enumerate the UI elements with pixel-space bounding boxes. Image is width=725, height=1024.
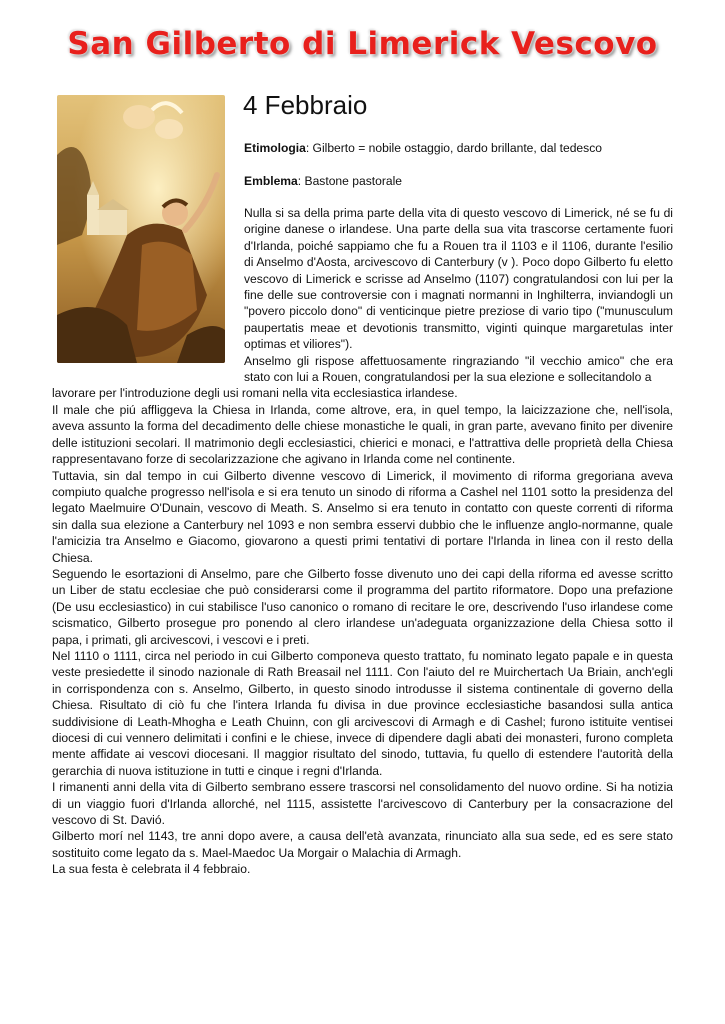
emblem-label: Emblema <box>244 174 298 188</box>
paragraph: lavorare per l'introduzione degli usi romani nella vita ecclesiastica irlandese. <box>52 386 458 401</box>
paragraph: Nulla si sa della prima parte della vita di questo vescovo di Limerick, né se fu di origine danese o irlandese. Una parte della sua vita trascorse certamente fuori d'Irlanda, poiché sappiamo che fu a Rouen tra il 1103 e il 1106, durante l'esilio di Anselmo d'Aosta, arcivescovo di Canterbury (v ). Poco dopo Gilberto fu eletto vescovo di Limerick e scrisse ad Anselmo (1107) congratulandosi con lui per la fine delle sue controversie con i magnati normanni in Inghilterra, inviandogli un "povero piccolo dono" di venticinque pietre preziose di vario tipo ("munusculum paupertatis meae et devotionis transmitto, viginti quinque margaretulas inter optimas et viliores"). <box>244 206 673 352</box>
paragraph: Il male che piú affliggeva la Chiesa in Irlanda, come altrove, era, in quel tempo, la laicizzazione che, nell'isola, aveva assunto la forma del decadimento delle chiese monastiche le quali, in gran parte, avevano finito per divenire delle istituzioni secolari. Il matrimonio degli ecclesiastici, chierici e monaci, e l'attrattiva delle proprietà della Chiesa rappresentavano forze di secolarizzazione che agivano in Irlanda come nel continente. <box>52 402 673 467</box>
emblem-line <box>244 173 402 189</box>
page-title: San Gilberto di Limerick Vescovo <box>67 26 658 62</box>
paragraph: Gilberto morí nel 1143, tre anni dopo avere, a causa dell'età avanzata, rinunciato alla sua sede, ed es sere stato sostituito come legato da s. Mael-Maedoc Ua Morgair o Malachia di Armagh. <box>52 829 673 860</box>
biography-text <box>52 205 673 878</box>
paragraph: Anselmo gli rispose affettuosamente ringraziando "il vecchio amico" che era stato con lui a Rouen, congratulandosi per la sua elezione e sollecitandolo a <box>244 353 673 385</box>
paragraph: Nel 1110 o 1111, circa nel periodo in cui Gilberto componeva questo trattato, fu nominato legato papale e in questa veste presiedette il sinodo nazionale di Rath Breasail nel 1111. Con l'aiuto del re Muirchertach Ua Briain, anch'egli in corrispondenza con s. Anselmo, Gilberto, in questo sinodo introdusse il sistema continentale di governo della Chiesa. Risultato di ciò fu che l'intera Irlanda fu divisa in due province ecclesiastiche basandosi sulla antica suddivisione di Leath-Mhogha e Leath Chuinn, con gli arcivescovi di Armagh e di Cashel; furono istituite ventisei diocesi di cui vennero delimitati i confini e le chiese, invece di dipendere dagli abati dei monasteri, furono completa mente affidate ai vescovi diocesani. Il maggior risultato del sinodo, tuttavia, fu quello di estendere l'autorità della gerarchia di nuova istituzione in tutti e cinque i regni d'Irlanda. <box>52 648 673 778</box>
paragraph: Seguendo le esortazioni di Anselmo, pare che Gilberto fosse divenuto uno dei capi della riforma ed avesse scritto un Liber de statu ecclesiae che può considerarsi come il programma del partito riformatore. Dopo una prefazione (De usu ecclesiastico) in cui stabilisce l'uso canonico o romano di recitare le ore, descrivendo l'uso irlandese come scismatico, Gilberto prosegue pro ponendo al clero irlandese un'adeguata organizzazione della Chiesa sotto il papa, i primati, gli arcivescovi, i vescovi e i preti. <box>52 566 673 647</box>
paragraph: I rimanenti anni della vita di Gilberto sembrano essere trascorsi nel consolidamento del nuovo ordine. Si ha notizia di un viaggio fuori d'Irlanda allorché, nel 1115, assistette l'arcivescovo di Canterbury per la consacrazione del vescovo di St. Davió. <box>52 780 673 828</box>
paragraph: Tuttavia, sin dal tempo in cui Gilberto divenne vescovo di Limerick, il movimento di riforma gregoriana aveva compiuto qualche progresso nell'isola e si era tenuto un sinodo di riforma a Cashel nel 1101 sotto la presidenza del legato Maelmuire O'Dunain, vescovo di Meath. S. Anselmo si era tenuto in contatto con queste correnti di riforma sin dalla sua elezione a Canterbury nel 1093 e non sembra esservi dubbio che le influenze anglo-normanne, quale l'amicizia tra Anselmo e Giacomo, giovarono a questi primi tentativi di portare l'Irlanda in linea con il resto della Chiesa. <box>52 468 673 565</box>
emblem-text: : Bastone pastorale <box>297 174 402 188</box>
feast-date: 4 Febbraio <box>243 90 368 120</box>
etymology-line <box>244 140 602 156</box>
etymology-label: Etimologia <box>244 141 306 155</box>
etymology-text: : Gilberto = nobile ostaggio, dardo brillante, dal tedesco <box>305 141 602 155</box>
paragraph: La sua festa è celebrata il 4 febbraio. <box>52 862 251 877</box>
